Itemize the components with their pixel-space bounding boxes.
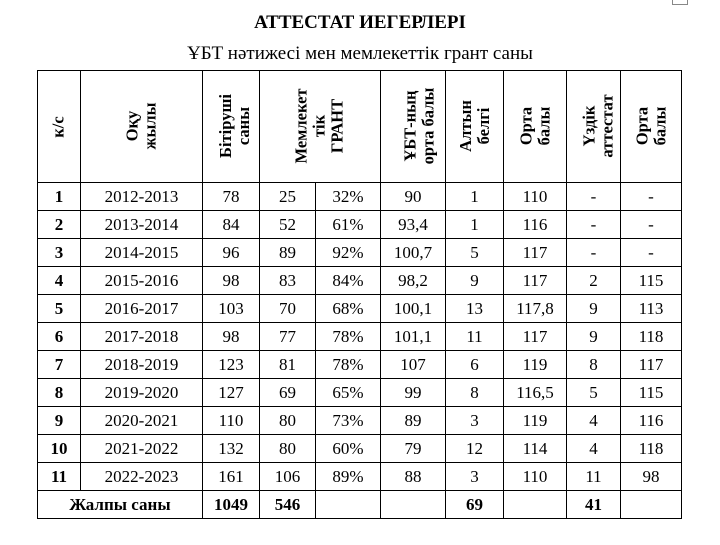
cell-excellent: 4 [567,407,621,435]
total-gold: 69 [446,491,504,519]
cell-avg2: 116 [621,407,682,435]
cell-gold: 11 [446,323,504,351]
cell-graduates: 123 [203,351,260,379]
header-avg-2: Орта балы [621,71,682,183]
cell-year: 2018-2019 [81,351,203,379]
cell-avg1: 117,8 [504,295,567,323]
cell-no: 4 [38,267,81,295]
cell-ubt: 101,1 [381,323,446,351]
cell-gold: 9 [446,267,504,295]
total-empty [316,491,381,519]
cell-ubt: 100,1 [381,295,446,323]
table-row [38,183,682,211]
cell-ubt: 79 [381,435,446,463]
cell-avg2: - [621,183,682,211]
total-excellent: 41 [567,491,621,519]
cell-excellent: 9 [567,295,621,323]
cell-grant-pct: 73% [316,407,381,435]
table-row [38,211,682,239]
cell-graduates: 96 [203,239,260,267]
cell-avg1: 119 [504,407,567,435]
cell-no: 2 [38,211,81,239]
cell-avg1: 117 [504,239,567,267]
cell-grant: 69 [260,379,316,407]
cell-avg2: 115 [621,267,682,295]
cell-ubt: 100,7 [381,239,446,267]
header-gold: Алтын белгі [446,71,504,183]
cell-grant: 80 [260,435,316,463]
cell-year: 2012-2013 [81,183,203,211]
cell-ubt: 89 [381,407,446,435]
total-grant: 546 [260,491,316,519]
cell-no: 5 [38,295,81,323]
cell-year: 2021-2022 [81,435,203,463]
header-grant: Мемлекет тік ГРАНТ [260,71,381,183]
cell-grant: 81 [260,351,316,379]
cell-gold: 1 [446,183,504,211]
page-title: АТТЕСТАТ ИЕГЕРЛЕРІ [254,12,466,33]
cell-grant: 77 [260,323,316,351]
cell-graduates: 98 [203,323,260,351]
cell-grant-pct: 92% [316,239,381,267]
cell-no: 10 [38,435,81,463]
header-year: Оқу жылы [81,71,203,183]
cell-avg2: 98 [621,463,682,491]
cell-grant: 83 [260,267,316,295]
table-row [38,323,682,351]
cell-graduates: 98 [203,267,260,295]
cell-no: 1 [38,183,81,211]
cell-avg1: 117 [504,267,567,295]
cell-graduates: 127 [203,379,260,407]
cell-avg1: 114 [504,435,567,463]
cell-year: 2019-2020 [81,379,203,407]
cell-no: 6 [38,323,81,351]
cell-avg2: 117 [621,351,682,379]
cell-grant: 25 [260,183,316,211]
cell-excellent: 8 [567,351,621,379]
cell-grant-pct: 60% [316,435,381,463]
cell-ubt: 93,4 [381,211,446,239]
table-row [38,407,682,435]
page-subtitle: ҰБТ нәтижесі мен мемлекеттік грант саны [187,43,533,64]
cell-year: 2017-2018 [81,323,203,351]
cell-excellent: 9 [567,323,621,351]
header-avg-1: Орта балы [504,71,567,183]
cell-excellent: - [567,239,621,267]
cell-excellent: - [567,183,621,211]
header-ubt: ҰБТ-ның орта балы [381,71,446,183]
cell-grant-pct: 78% [316,351,381,379]
cell-year: 2016-2017 [81,295,203,323]
table-row [38,379,682,407]
header-no: к/с [38,71,81,183]
cell-excellent: 4 [567,435,621,463]
cell-grant: 70 [260,295,316,323]
cell-avg1: 116 [504,211,567,239]
cell-grant-pct: 32% [316,183,381,211]
cell-grant-pct: 78% [316,323,381,351]
cell-year: 2013-2014 [81,211,203,239]
total-graduates: 1049 [203,491,260,519]
cell-gold: 12 [446,435,504,463]
cell-excellent: 11 [567,463,621,491]
cell-gold: 13 [446,295,504,323]
cell-avg2: 118 [621,323,682,351]
cell-avg1: 116,5 [504,379,567,407]
header-graduates: Бітіруші саны [203,71,260,183]
cell-excellent: 2 [567,267,621,295]
cell-year: 2014-2015 [81,239,203,267]
total-empty [504,491,567,519]
cell-year: 2015-2016 [81,267,203,295]
cell-excellent: - [567,211,621,239]
cell-grant-pct: 65% [316,379,381,407]
cell-avg1: 117 [504,323,567,351]
cell-excellent: 5 [567,379,621,407]
cell-grant-pct: 84% [316,267,381,295]
cell-graduates: 161 [203,463,260,491]
cell-avg1: 119 [504,351,567,379]
cell-ubt: 90 [381,183,446,211]
cell-no: 8 [38,379,81,407]
header-excellent: Үздік аттестат [567,71,621,183]
cell-graduates: 132 [203,435,260,463]
cell-grant: 52 [260,211,316,239]
table-row [38,351,682,379]
cell-avg2: 115 [621,379,682,407]
cell-gold: 8 [446,379,504,407]
cell-graduates: 110 [203,407,260,435]
cell-graduates: 78 [203,183,260,211]
table-row [38,239,682,267]
table-row [38,435,682,463]
cell-year: 2020-2021 [81,407,203,435]
cell-gold: 5 [446,239,504,267]
cell-avg2: - [621,211,682,239]
cell-avg1: 110 [504,463,567,491]
cell-ubt: 99 [381,379,446,407]
cell-gold: 3 [446,407,504,435]
cell-ubt: 98,2 [381,267,446,295]
table-row [38,295,682,323]
header-row [38,71,682,183]
cell-gold: 3 [446,463,504,491]
total-row [38,491,682,519]
cell-year: 2022-2023 [81,463,203,491]
table-row [38,267,682,295]
cell-gold: 6 [446,351,504,379]
cell-avg2: 118 [621,435,682,463]
total-empty [621,491,682,519]
cell-avg2: - [621,239,682,267]
page-corner-mark [672,0,688,5]
cell-grant-pct: 68% [316,295,381,323]
total-label: Жалпы саны [38,491,203,519]
cell-grant: 106 [260,463,316,491]
cell-grant: 89 [260,239,316,267]
cell-no: 3 [38,239,81,267]
cell-avg2: 113 [621,295,682,323]
cell-gold: 1 [446,211,504,239]
cell-graduates: 84 [203,211,260,239]
table-row [38,463,682,491]
cell-grant: 80 [260,407,316,435]
cell-ubt: 107 [381,351,446,379]
cell-no: 7 [38,351,81,379]
cell-grant-pct: 61% [316,211,381,239]
cell-no: 9 [38,407,81,435]
cell-grant-pct: 89% [316,463,381,491]
cell-no: 11 [38,463,81,491]
total-empty [381,491,446,519]
cell-ubt: 88 [381,463,446,491]
cell-avg1: 110 [504,183,567,211]
cell-graduates: 103 [203,295,260,323]
results-table [37,70,682,519]
